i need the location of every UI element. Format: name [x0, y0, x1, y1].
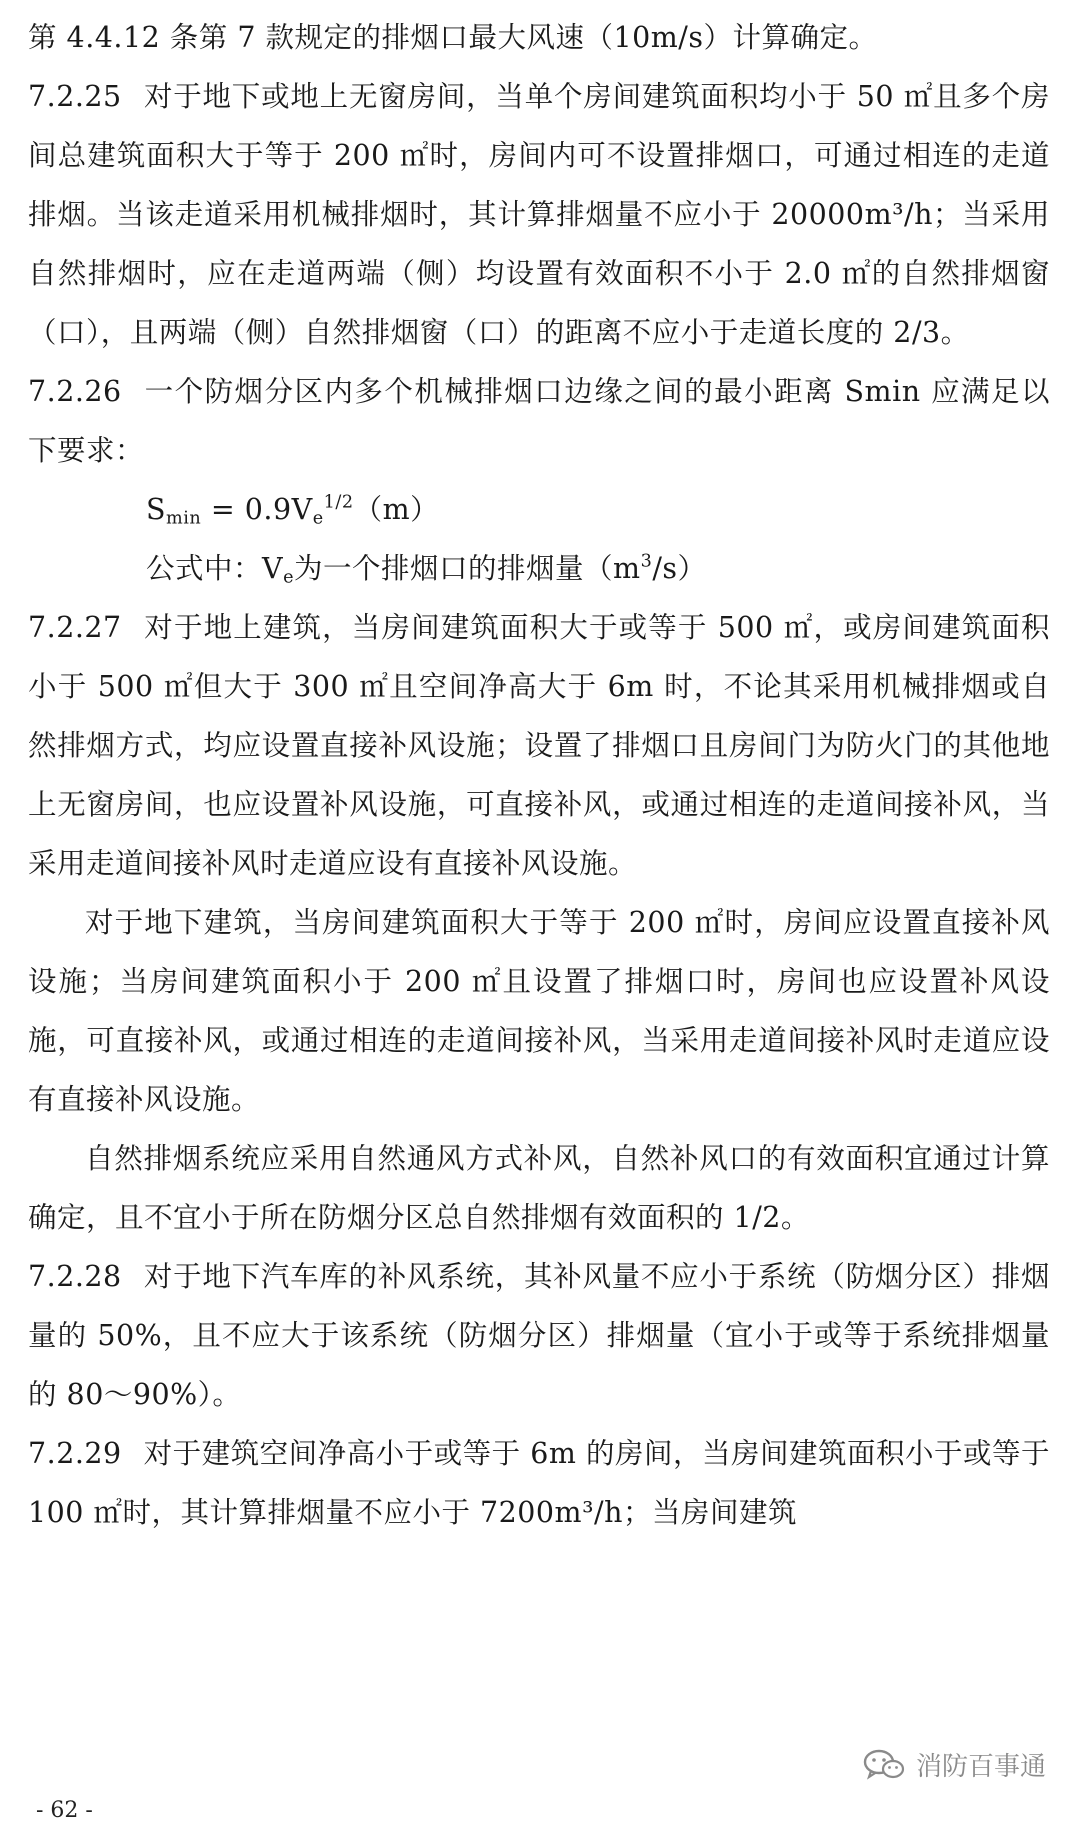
clause-7-2-28 [28, 1247, 1050, 1424]
formula-lhs: S [146, 493, 167, 526]
formula-unit: （m） [353, 493, 440, 526]
watermark-text: 消防百事通 [915, 1752, 1046, 1782]
clause-text: 对于地下汽车库的补风系统，其补风量不应小于系统（防烟分区）排烟量的 50%，且不应大于该系统（防烟分区）排烟量（宜小于或等于系统排烟量的 80～90%）。 [28, 1260, 1050, 1411]
clause-7-2-25 [28, 67, 1050, 362]
paragraph-underground [28, 893, 1050, 1129]
clause-number: 7.2.29 [28, 1437, 122, 1470]
clause-text: 一个防烟分区内多个机械排烟口边缘之间的最小距离 Smin 应满足以下要求： [28, 375, 1050, 467]
paragraph-text: 自然排烟系统应采用自然通风方式补风，自然补风口的有效面积宜通过计算确定，且不宜小于所在防烟分区总自然排烟有效面积的 1/2。 [28, 1142, 1050, 1234]
page-number: - 62 - [36, 1798, 93, 1823]
formula-note [28, 539, 1050, 598]
clause-number: 7.2.28 [28, 1260, 122, 1293]
formula-v-subscript: e [312, 508, 324, 529]
formula-note-text: 为一个排烟口的排烟量（m [294, 552, 641, 585]
paragraph-text: 第 4.4.12 条第 7 款规定的排烟口最大风速（10m/s）计算确定。 [28, 21, 878, 54]
clause-7-2-29 [28, 1424, 1050, 1542]
paragraph-natural-smoke [28, 1129, 1050, 1247]
formula-rhs: = 0.9V [201, 493, 313, 526]
formula-smin [28, 480, 1050, 539]
formula-note-prefix: 公式中：V [146, 552, 284, 585]
clause-text: 对于建筑空间净高小于或等于 6m 的房间，当房间建筑面积小于或等于 100 ㎡时，其计算排烟量不应小于 7200m³/h；当房间建筑 [28, 1437, 1050, 1529]
watermark [862, 1746, 1046, 1783]
wechat-icon [862, 1748, 906, 1782]
formula-note-suffix: /s） [652, 552, 707, 585]
clause-text: 对于地上建筑，当房间建筑面积大于或等于 500 ㎡，或房间建筑面积小于 500 ㎡但大于 300 ㎡且空间净高大于 6m 时，不论其采用机械排烟或自然排烟方式，均应设置直接补风设施；设置了排烟口且房间门为防火门的其他地上无窗房间，也应设置补风设施，可直接补风，或通过相连的走道间接补风，当采用走道间接补风时走道应设有直接补风设施。 [28, 611, 1050, 880]
document-body [28, 8, 1050, 1542]
formula-note-subscript: e [283, 567, 295, 588]
clause-7-2-27 [28, 598, 1050, 893]
clause-number: 7.2.25 [28, 80, 122, 113]
clause-7-2-26 [28, 362, 1050, 480]
formula-note-superscript: 3 [640, 551, 653, 572]
formula-lhs-subscript: min [166, 508, 202, 529]
paragraph-text: 对于地下建筑，当房间建筑面积大于等于 200 ㎡时，房间应设置直接补风设施；当房间建筑面积小于 200 ㎡且设置了排烟口时，房间也应设置补风设施，可直接补风，或通过相连的走道间接补风，当采用走道间接补风时走道应设有直接补风设施。 [28, 906, 1050, 1116]
clause-number: 7.2.27 [28, 611, 122, 644]
paragraph-continuation [28, 8, 1050, 67]
clause-number: 7.2.26 [28, 375, 122, 408]
clause-text: 对于地下或地上无窗房间，当单个房间建筑面积均小于 50 ㎡且多个房间总建筑面积大于等于 200 ㎡时，房间内可不设置排烟口，可通过相连的走道排烟。当该走道采用机械排烟时，其计算排烟量不应小于 20000m³/h；当采用自然排烟时，应在走道两端（侧）均设置有效面积不小于 2.0 ㎡的自然排烟窗（口），且两端（侧）自然排烟窗（口）的距离不应小于走道长度的 2/3。 [28, 80, 1050, 349]
formula-exponent: 1/2 [323, 492, 354, 513]
